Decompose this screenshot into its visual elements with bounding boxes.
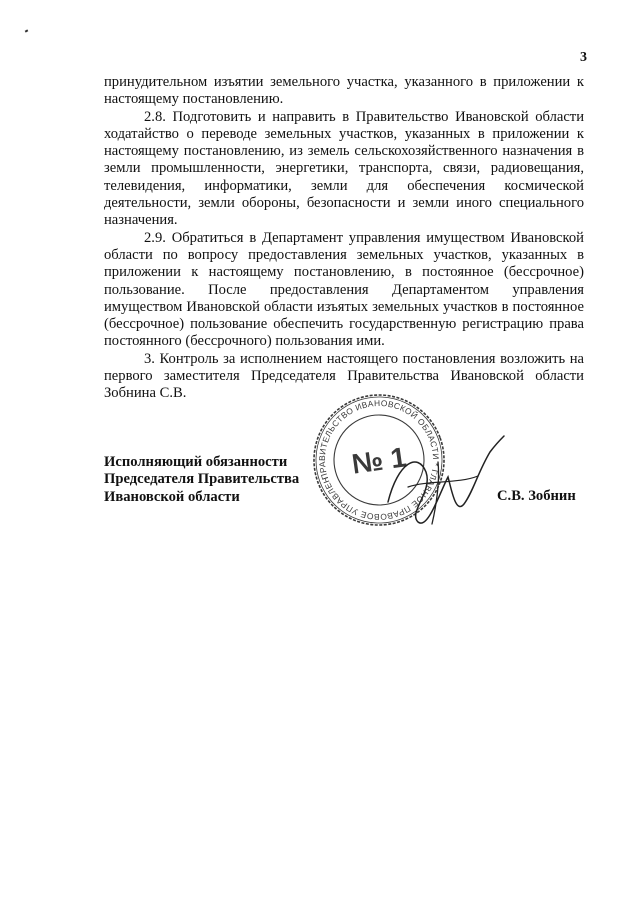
document-body — [104, 74, 584, 403]
paragraph-2-8: 2.8. Подготовить и направить в Правительство Ивановской области ходатайство о переводе земельных участков, указанных в приложении к настоящему постановлению, из земель сельскохозяйственного назначения в земли промышленности, энергетики, транспорта, связи, радиовещания, телевидения, информатики, земли для обеспечения космической деятельности, земли обороны, безопасности и земли иного специального назначения. — [104, 108, 584, 229]
handwritten-signature — [378, 432, 508, 532]
signatory-line-2: Председателя Правительства — [104, 471, 300, 488]
signatory-title — [104, 454, 299, 506]
stamp-number: № 1 — [349, 441, 409, 480]
signatory-line-1: Исполняющий обязанности — [104, 454, 288, 470]
paragraph-continuation: принудительном изъятии земельного участка, указанного в приложении к настоящему постановлению. — [104, 74, 584, 108]
page-number: 3 — [580, 50, 587, 65]
paragraph-2-9: 2.9. Обратиться в Департамент управления имуществом Ивановской области по вопросу предоставления земельных участков, указанных в приложении к настоящему постановлению, в постоянное (бессрочное) пользование. После предоставления Департаментом управления имуществом Ивановской области изъятых земельных участков в постоянное (бессрочное) пользование обеспечить государственную регистрацию права постоянного (бессрочного) пользования ими. — [104, 229, 584, 350]
signer-name: С.В. Зобнин — [497, 488, 576, 504]
scan-speck — [25, 29, 29, 32]
stamp-ring-text: ПРАВИТЕЛЬСТВО ИВАНОВСКОЙ ОБЛАСТИ * ГЛАВНОЕ ПРАВОВОЕ УПРАВЛЕНИЕ — [316, 397, 442, 523]
paragraph-3: 3. Контроль за исполнением настоящего постановления возложить на первого заместителя Председателя Правительства Ивановской области Зобнина С.В. — [104, 350, 584, 402]
signatory-line-3: Ивановской области — [104, 488, 240, 505]
